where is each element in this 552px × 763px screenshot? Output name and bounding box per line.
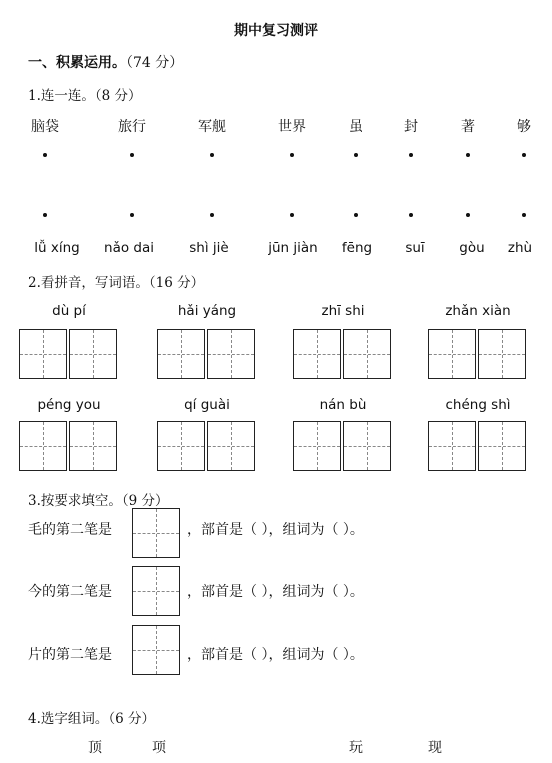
- q1-bottom-dot[interactable]: [522, 213, 526, 217]
- stroke-answer-box[interactable]: [132, 566, 180, 616]
- q2-pinyin: hǎi yáng: [177, 303, 237, 319]
- q1-top-dot[interactable]: [43, 153, 47, 157]
- q1-pinyin: lǚ xíng: [34, 240, 80, 256]
- writing-grid-cell[interactable]: [207, 421, 255, 471]
- q1-pinyin: fēng: [341, 240, 373, 256]
- q1-word: 军舰: [198, 119, 226, 135]
- q1-word: 封: [404, 119, 418, 135]
- q4-option: 项: [152, 740, 166, 756]
- q1-bottom-dot[interactable]: [290, 213, 294, 217]
- section-heading-text: 一、积累运用。: [28, 55, 126, 71]
- q1-pinyin: suī: [405, 240, 425, 256]
- q1-pinyin: gòu: [459, 240, 485, 256]
- writing-grid-cell[interactable]: [343, 421, 391, 471]
- q3-row-suffix: ，部首是（ ），组词为（ ）。: [187, 647, 364, 663]
- q1-top-dot[interactable]: [210, 153, 214, 157]
- q3-row-suffix: ，部首是（ ），组词为（ ）。: [187, 522, 364, 538]
- page-title: 期中复习测评: [234, 23, 318, 39]
- q1-word: 著: [461, 119, 475, 135]
- q2-pinyin: qí guài: [184, 397, 230, 413]
- q2-pinyin: nán bù: [319, 397, 367, 413]
- q1-top-dot[interactable]: [354, 153, 358, 157]
- q1-top-dot[interactable]: [466, 153, 470, 157]
- q1-word: 世界: [278, 119, 306, 135]
- q1-top-dot[interactable]: [130, 153, 134, 157]
- writing-grid-cell[interactable]: [207, 329, 255, 379]
- writing-grid-cell[interactable]: [157, 329, 205, 379]
- q2-pinyin: péng you: [37, 397, 101, 413]
- q1-top-dot[interactable]: [409, 153, 413, 157]
- q1-top-dot[interactable]: [522, 153, 526, 157]
- q2-pinyin: chéng shì: [445, 397, 511, 413]
- q3-row-suffix: ，部首是（ ），组词为（ ）。: [187, 584, 364, 600]
- q1-bottom-dot[interactable]: [466, 213, 470, 217]
- q1-top-dot[interactable]: [290, 153, 294, 157]
- q4-option: 玩: [349, 740, 363, 756]
- q1-bottom-dot[interactable]: [130, 213, 134, 217]
- q1-bottom-dot[interactable]: [43, 213, 47, 217]
- section-heading: [28, 52, 183, 72]
- q4-label: 4.选字组词。（6 分）: [28, 711, 156, 727]
- writing-grid-cell[interactable]: [428, 329, 476, 379]
- q2-pinyin: zhī shi: [321, 303, 365, 319]
- q3-row-prefix: 毛的第二笔是: [28, 522, 112, 538]
- q4-option: 现: [428, 740, 442, 756]
- q1-word: 旅行: [118, 119, 146, 135]
- q1-label: 1.连一连。（8 分）: [28, 88, 142, 104]
- q4-option: 顶: [88, 740, 102, 756]
- q1-pinyin: zhù: [507, 240, 533, 256]
- section-points: （74 分）: [126, 55, 184, 71]
- writing-grid-cell[interactable]: [293, 421, 341, 471]
- q1-pinyin: nǎo dai: [104, 240, 154, 256]
- writing-grid-cell[interactable]: [293, 329, 341, 379]
- stroke-answer-box[interactable]: [132, 625, 180, 675]
- writing-grid-cell[interactable]: [428, 421, 476, 471]
- writing-grid-cell[interactable]: [19, 329, 67, 379]
- writing-grid-cell[interactable]: [478, 421, 526, 471]
- q1-bottom-dot[interactable]: [210, 213, 214, 217]
- writing-grid-cell[interactable]: [478, 329, 526, 379]
- writing-grid-cell[interactable]: [343, 329, 391, 379]
- q1-word: 够: [517, 119, 531, 135]
- q2-pinyin: zhǎn xiàn: [445, 303, 511, 319]
- q1-bottom-dot[interactable]: [409, 213, 413, 217]
- writing-grid-cell[interactable]: [157, 421, 205, 471]
- writing-grid-cell[interactable]: [69, 421, 117, 471]
- q2-label: 2.看拼音，写词语。（16 分）: [28, 275, 205, 291]
- q3-row-prefix: 片的第二笔是: [28, 647, 112, 663]
- q3-row-prefix: 今的第二笔是: [28, 584, 112, 600]
- q1-word: 脑袋: [31, 119, 59, 135]
- q1-pinyin: shì jiè: [189, 240, 229, 256]
- writing-grid-cell[interactable]: [19, 421, 67, 471]
- q1-word: 虽: [349, 119, 363, 135]
- writing-grid-cell[interactable]: [69, 329, 117, 379]
- q1-bottom-dot[interactable]: [354, 213, 358, 217]
- q1-pinyin: jūn jiàn: [268, 240, 318, 256]
- stroke-answer-box[interactable]: [132, 508, 180, 558]
- q2-pinyin: dù pí: [52, 303, 86, 319]
- q3-label: 3.按要求填空。（9 分）: [28, 493, 169, 509]
